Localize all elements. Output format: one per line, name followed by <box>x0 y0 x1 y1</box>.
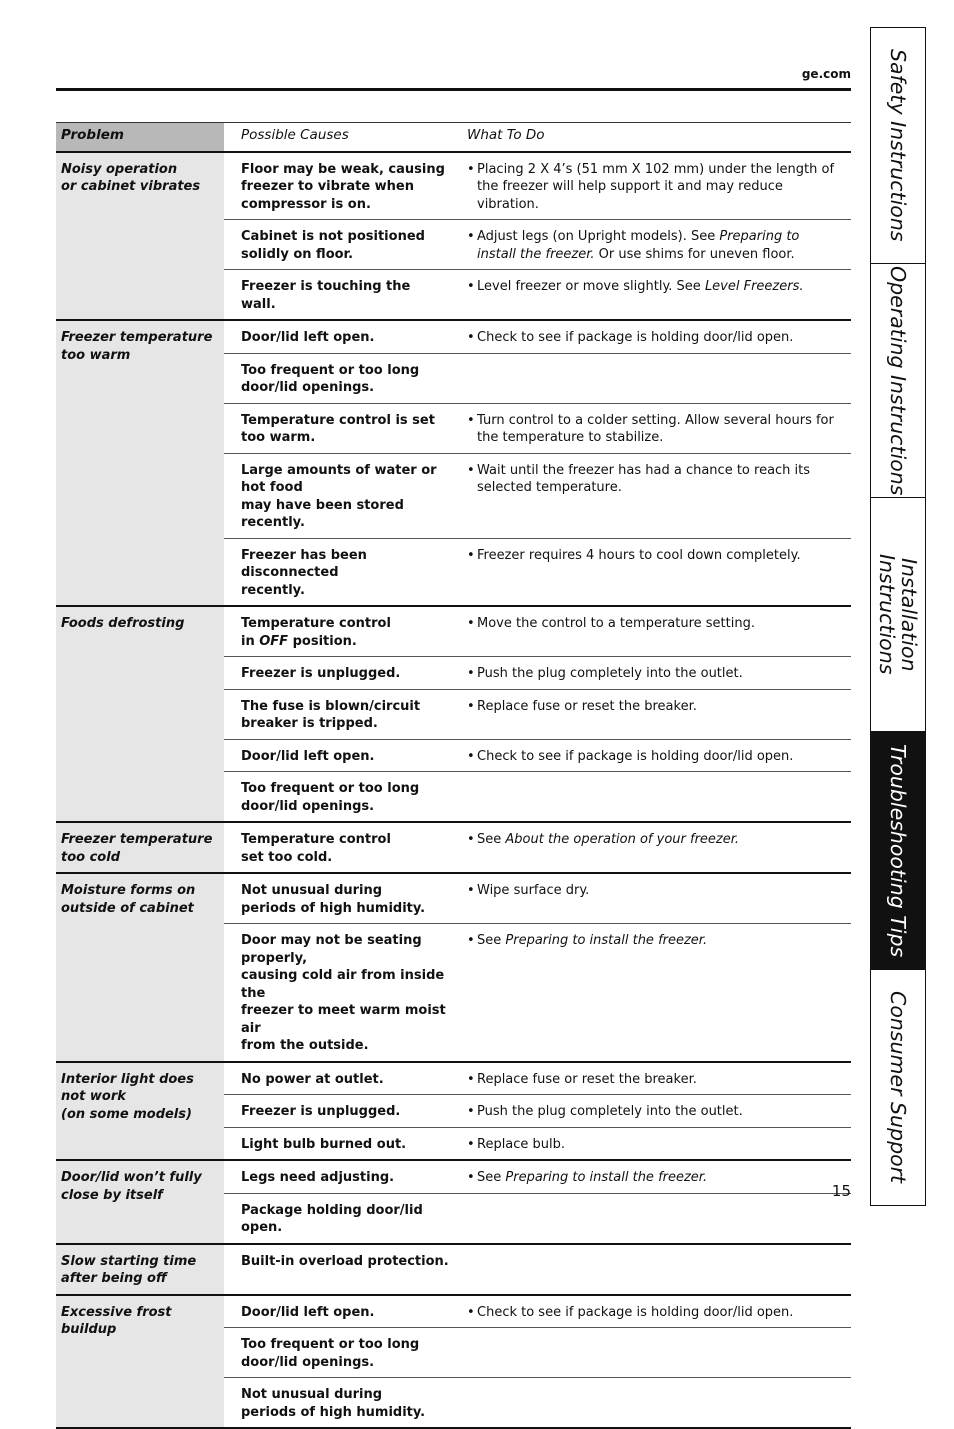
action-cell <box>453 1295 851 1328</box>
bullet-icon: • <box>467 412 475 428</box>
action-text <box>477 228 841 263</box>
bullet-icon: • <box>467 547 475 563</box>
text: Temperature control in <box>241 616 391 649</box>
action-cell <box>453 1193 851 1244</box>
action-cell <box>453 689 851 739</box>
bullet-item <box>467 615 841 633</box>
cause-cell <box>224 772 453 823</box>
action-text <box>477 547 841 565</box>
action-text <box>477 329 841 347</box>
text: Wipe surface dry. <box>477 883 590 898</box>
bullet-item <box>467 665 841 683</box>
side-tab-label: Operating Instructions <box>886 265 910 496</box>
table-row <box>56 822 851 873</box>
table-header-row <box>56 123 851 152</box>
action-text <box>477 278 841 296</box>
text: Package holding door/lid open. <box>241 1202 423 1235</box>
action-text <box>477 1136 841 1154</box>
text: Adjust legs (on Upright models). See <box>477 229 720 244</box>
bullet-icon: • <box>467 279 475 294</box>
header-what-to-do: What To Do <box>453 123 851 152</box>
text: Push the plug completely into the outlet. <box>477 1104 743 1119</box>
cause-cell <box>224 270 453 321</box>
italic-reference: Preparing to install the freezer. <box>505 933 708 948</box>
text: Wait until the freezer has had a chance to reach its selected temperature. <box>477 462 811 495</box>
bullet-icon: • <box>467 698 475 714</box>
action-cell <box>453 606 851 657</box>
problem-cell: Slow starting time after being off <box>56 1244 224 1295</box>
text: Not unusual during periods of high humidity. <box>241 1387 426 1420</box>
text: See <box>477 832 506 847</box>
action-cell <box>453 403 851 453</box>
text: Door/lid left open. <box>241 330 375 345</box>
troubleshooting-table <box>56 122 851 1429</box>
action-cell <box>453 1328 851 1378</box>
cause-cell <box>224 1062 453 1095</box>
action-cell <box>453 772 851 823</box>
action-cell <box>453 1160 851 1193</box>
table-row <box>56 1062 851 1095</box>
text: The fuse is blown/circuit breaker is tripped. <box>241 698 421 731</box>
action-cell <box>453 220 851 270</box>
text: Not unusual during periods of high humidity. <box>241 883 426 916</box>
italic-reference: Preparing to install the freezer. <box>505 1170 708 1185</box>
cause-cell <box>224 320 453 353</box>
text: Too frequent or too long door/lid openings. <box>241 362 420 395</box>
side-tab-label: Troubleshooting Tips <box>886 743 910 958</box>
table-row <box>56 152 851 220</box>
text: Move the control to a temperature setting. <box>477 616 755 631</box>
cause-cell <box>224 453 453 538</box>
bullet-icon: • <box>467 933 475 948</box>
table-body <box>56 152 851 1429</box>
cause-cell <box>224 1378 453 1429</box>
action-text <box>477 161 841 214</box>
action-text <box>477 1169 841 1187</box>
text: Temperature control set too cold. <box>241 832 391 865</box>
bullet-icon: • <box>467 832 475 847</box>
site-url[interactable]: ge.com <box>801 67 851 81</box>
action-text <box>477 882 841 900</box>
bullet-item <box>467 329 841 347</box>
action-text <box>477 615 841 633</box>
cause-cell <box>224 1244 453 1295</box>
cause-cell <box>224 1127 453 1160</box>
text: Cabinet is not positioned solidly on floor. <box>241 229 425 262</box>
side-tab-label: Consumer Support <box>886 991 910 1184</box>
bullet-item <box>467 1304 841 1322</box>
cause-cell <box>224 1095 453 1128</box>
bullet-item <box>467 1136 841 1154</box>
bullet-item <box>467 462 841 497</box>
header-possible-causes: Possible Causes <box>224 123 453 152</box>
text: Placing 2 X 4’s (51 mm X 102 mm) under the length of the freezer will help support it and may reduce vibration. <box>477 161 835 212</box>
cause-cell <box>224 220 453 270</box>
bullet-item <box>467 412 841 447</box>
page-number: 15 <box>831 1182 851 1200</box>
action-cell <box>453 1062 851 1095</box>
text: Temperature control is set too warm. <box>241 412 435 445</box>
text: Door/lid left open. <box>241 1304 375 1320</box>
action-text <box>477 665 841 683</box>
side-tab-consumer-support[interactable] <box>871 970 925 1205</box>
bullet-item <box>467 547 841 565</box>
problem-cell: Foods defrosting <box>56 606 224 822</box>
cause-cell <box>224 689 453 739</box>
cause-cell <box>224 152 453 220</box>
bullet-icon: • <box>467 1104 475 1119</box>
cause-cell <box>224 822 453 873</box>
text: See <box>477 933 506 948</box>
header-rule <box>56 88 851 91</box>
cause-cell <box>224 403 453 453</box>
text: Freezer requires 4 hours to cool down completely. <box>477 547 801 563</box>
bullet-item <box>467 831 841 849</box>
bullet-icon: • <box>467 229 475 244</box>
text: Push the plug completely into the outlet. <box>477 666 743 681</box>
action-text <box>477 932 841 950</box>
table-row <box>56 1244 851 1295</box>
side-tab-operating-instructions[interactable] <box>871 264 925 498</box>
text: Freezer is touching the wall. <box>241 279 411 312</box>
side-tab-installation-instructions[interactable] <box>871 498 925 732</box>
problem-cell: Moisture forms on outside of cabinet <box>56 873 224 1062</box>
action-cell <box>453 739 851 772</box>
italic-reference: Level Freezers. <box>704 279 804 294</box>
action-text <box>477 412 841 447</box>
text: Too frequent or too long door/lid openings. <box>241 1337 420 1370</box>
table-row <box>56 1160 851 1193</box>
text: Check to see if package is holding door/lid open. <box>477 748 794 764</box>
bullet-item <box>467 882 841 900</box>
text: Legs need adjusting. <box>241 1170 395 1185</box>
bullet-icon: • <box>467 883 475 898</box>
cause-cell <box>224 538 453 606</box>
problem-cell: Noisy operation or cabinet vibrates <box>56 152 224 321</box>
bullet-item <box>467 278 841 296</box>
bullet-item <box>467 228 841 263</box>
bullet-item <box>467 748 841 766</box>
cause-cell <box>224 657 453 690</box>
table-row <box>56 873 851 924</box>
bullet-icon: • <box>467 1304 475 1320</box>
cause-cell <box>224 1295 453 1328</box>
cause-cell <box>224 1193 453 1244</box>
text: Freezer is unplugged. <box>241 1104 401 1119</box>
side-tab-label: Installation Instructions <box>875 554 921 675</box>
text: Or use shims for uneven floor. <box>594 246 795 262</box>
problem-cell: Freezer temperature too warm <box>56 320 224 606</box>
section-tabs <box>870 27 926 1206</box>
cause-cell <box>224 873 453 924</box>
action-text <box>477 698 841 716</box>
bullet-item <box>467 932 841 950</box>
italic-reference: Preparing to install the freezer. <box>477 229 800 262</box>
bullet-item <box>467 1169 841 1187</box>
text: Built-in overload protection. <box>241 1253 449 1269</box>
action-text <box>477 1103 841 1121</box>
action-cell <box>453 657 851 690</box>
bullet-icon: • <box>467 161 475 177</box>
text: Too frequent or too long door/lid openings. <box>241 781 420 814</box>
text: Freezer is unplugged. <box>241 666 401 681</box>
side-tab-troubleshooting-tips[interactable] <box>871 732 925 970</box>
problem-cell: Door/lid won’t fully close by itself <box>56 1160 224 1244</box>
action-cell <box>453 1378 851 1429</box>
italic-reference: About the operation of your freezer. <box>505 832 740 847</box>
side-tab-label: Safety Instructions <box>886 49 910 242</box>
bullet-item <box>467 1103 841 1121</box>
text: Large amounts of water or hot food may have been stored recently. <box>241 462 437 530</box>
action-cell <box>453 1095 851 1128</box>
cause-cell <box>224 606 453 657</box>
cause-cell <box>224 353 453 403</box>
text: position. <box>288 633 357 649</box>
action-text <box>477 462 841 497</box>
action-cell <box>453 822 851 873</box>
bullet-icon: • <box>467 1136 475 1152</box>
bullet-icon: • <box>467 1071 475 1087</box>
text: Replace fuse or reset the breaker. <box>477 1071 697 1087</box>
text: Replace bulb. <box>477 1136 566 1152</box>
problem-cell: Excessive frost buildup <box>56 1295 224 1429</box>
action-cell <box>453 924 851 1062</box>
problem-cell: Freezer temperature too cold <box>56 822 224 873</box>
action-text <box>477 748 841 766</box>
text: Check to see if package is holding door/lid open. <box>477 1304 794 1320</box>
header-problem: Problem <box>56 123 224 152</box>
cause-cell <box>224 1160 453 1193</box>
text: Level freezer or move slightly. See <box>477 279 705 294</box>
italic-reference: OFF <box>259 633 289 649</box>
action-cell <box>453 152 851 220</box>
action-cell <box>453 353 851 403</box>
action-cell <box>453 270 851 321</box>
cause-cell <box>224 1328 453 1378</box>
bullet-item <box>467 161 841 214</box>
text: Door may not be seating properly, causing cold air from inside the freezer to meet warm moist air from the outside. <box>241 933 446 1053</box>
action-text <box>477 1304 841 1322</box>
bullet-icon: • <box>467 616 475 631</box>
troubleshooting-table-container <box>56 122 851 1420</box>
table-row <box>56 606 851 657</box>
bullet-icon: • <box>467 748 475 764</box>
action-cell <box>453 873 851 924</box>
action-text <box>477 1071 841 1089</box>
bullet-item <box>467 698 841 716</box>
text: Check to see if package is holding door/lid open. <box>477 330 794 345</box>
text: Floor may be weak, causing freezer to vibrate when compressor is on. <box>241 161 445 212</box>
action-cell <box>453 320 851 353</box>
bullet-icon: • <box>467 666 475 681</box>
text: Replace fuse or reset the breaker. <box>477 698 697 714</box>
action-text <box>477 831 841 849</box>
problem-cell: Interior light does not work (on some models) <box>56 1062 224 1161</box>
bullet-icon: • <box>467 1170 475 1185</box>
text: Light bulb burned out. <box>241 1136 407 1152</box>
action-cell <box>453 453 851 538</box>
text: No power at outlet. <box>241 1071 384 1087</box>
bullet-icon: • <box>467 330 475 345</box>
cause-cell <box>224 924 453 1062</box>
text: Door/lid left open. <box>241 748 375 764</box>
text: Turn control to a colder setting. Allow several hours for the temperature to stabilize. <box>477 412 834 445</box>
bullet-item <box>467 1071 841 1089</box>
table-row <box>56 320 851 353</box>
action-cell <box>453 1244 851 1295</box>
action-cell <box>453 1127 851 1160</box>
cause-cell <box>224 739 453 772</box>
bullet-icon: • <box>467 462 475 478</box>
text: Freezer has been disconnected recently. <box>241 547 367 598</box>
table-row <box>56 1295 851 1328</box>
action-cell <box>453 538 851 606</box>
side-tab-safety-instructions[interactable] <box>871 28 925 264</box>
text: See <box>477 1170 506 1185</box>
